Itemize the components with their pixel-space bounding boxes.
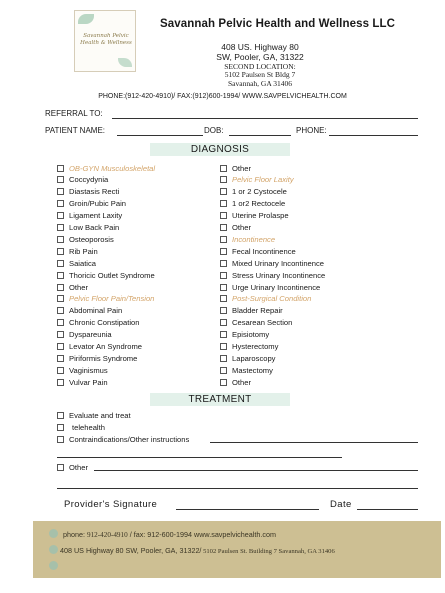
diagnosis-label: Pelvic Floor Pain/Tension	[69, 294, 155, 304]
diagnosis-label: Cesarean Section	[232, 318, 293, 328]
diagnosis-option[interactable]	[57, 377, 108, 387]
checkbox[interactable]	[57, 272, 64, 279]
diagnosis-category[interactable]	[220, 175, 294, 185]
diagnosis-category[interactable]	[57, 294, 154, 304]
checkbox[interactable]	[220, 284, 227, 291]
diagnosis-option[interactable]	[220, 330, 269, 340]
checkbox[interactable]	[57, 200, 64, 207]
diagnosis-label: Piriformis Syndrome	[69, 353, 138, 363]
checkbox[interactable]	[220, 248, 227, 255]
diagnosis-option[interactable]	[220, 306, 283, 316]
diagnosis-label: Laparoscopy	[232, 353, 276, 363]
diagnosis-option[interactable]	[57, 365, 108, 375]
phone-label: PHONE:	[296, 126, 327, 135]
diagnosis-option[interactable]	[57, 234, 114, 244]
provider-signature-label: Provider's Signature	[64, 499, 158, 510]
checkbox[interactable]	[57, 343, 64, 350]
checkbox[interactable]	[57, 319, 64, 326]
checkbox[interactable]	[220, 331, 227, 338]
referral-input[interactable]	[112, 118, 418, 119]
diagnosis-option[interactable]	[220, 223, 251, 233]
web-icon	[49, 561, 58, 570]
second-location-label: SECOND LOCATION:	[224, 62, 296, 71]
diagnosis-option[interactable]	[220, 365, 273, 375]
patient-name-input[interactable]	[117, 135, 203, 136]
diagnosis-option[interactable]	[220, 246, 296, 256]
phone-icon	[49, 529, 58, 538]
checkbox[interactable]	[57, 379, 64, 386]
diagnosis-option[interactable]	[220, 187, 287, 197]
checkbox[interactable]	[57, 248, 64, 255]
diagnosis-label: Mixed Urinary Incontinence	[232, 258, 325, 268]
location-icon	[49, 545, 58, 554]
dob-label: DOB:	[204, 126, 224, 135]
diagnosis-option[interactable]	[57, 282, 88, 292]
diagnosis-label: Levator An Syndrome	[69, 342, 143, 351]
treatment-heading: TREATMENT	[150, 393, 290, 406]
checkbox[interactable]	[220, 212, 227, 219]
logo-text: Savannah Pelvic Health & Wellness	[80, 33, 132, 46]
checkbox[interactable]	[57, 236, 64, 243]
diagnosis-option[interactable]	[220, 270, 325, 280]
diagnosis-heading: DIAGNOSIS	[150, 143, 290, 156]
other-input[interactable]	[94, 470, 418, 471]
diagnosis-label: Uterine Prolaspe	[232, 211, 289, 221]
checkbox[interactable]	[57, 224, 64, 231]
checkbox[interactable]	[220, 343, 227, 350]
phone-input[interactable]	[329, 135, 418, 136]
diagnosis-option[interactable]	[57, 175, 108, 185]
checkbox[interactable]	[220, 272, 227, 279]
diagnosis-label: 1 or 2 Cystocele	[232, 187, 287, 197]
diagnosis-label: Post-Surgical Condition	[232, 294, 312, 304]
diagnosis-option[interactable]	[220, 282, 320, 292]
diagnosis-option[interactable]	[220, 163, 251, 173]
diagnosis-label: Thoricic Outlet Syndrome	[69, 270, 155, 280]
diagnosis-option[interactable]	[220, 377, 251, 387]
instructions-input-line2[interactable]	[57, 457, 342, 458]
diagnosis-label: Ligament Laxity	[69, 211, 123, 221]
diagnosis-label: Vulvar Pain	[69, 377, 108, 387]
address-line: 408 US. Highway 80	[221, 42, 299, 52]
diagnosis-label: Osteoporosis	[69, 234, 114, 244]
checkbox[interactable]	[220, 307, 227, 314]
checkbox[interactable]	[57, 355, 64, 362]
diagnosis-option[interactable]	[57, 318, 140, 328]
diagnosis-option[interactable]	[220, 211, 289, 221]
checkbox[interactable]	[57, 284, 64, 291]
checkbox[interactable]	[57, 260, 64, 267]
practice-name: Savannah Pelvic Health and Wellness LLC	[160, 18, 396, 30]
diagnosis-label: Urge Urinary Incontinence	[232, 282, 321, 292]
checkbox[interactable]	[220, 224, 227, 231]
checkbox[interactable]	[57, 412, 64, 419]
footer-addresses	[60, 546, 335, 555]
date-input[interactable]	[357, 509, 418, 510]
checkbox[interactable]	[57, 424, 64, 431]
diagnosis-label: Stress Urinary Incontinence	[232, 270, 326, 280]
diagnosis-option[interactable]	[220, 353, 275, 363]
diagnosis-option[interactable]	[57, 270, 155, 280]
diagnosis-label: Other	[232, 377, 251, 387]
diagnosis-option[interactable]	[57, 199, 126, 209]
checkbox[interactable]	[220, 165, 227, 172]
contact-line: PHONE:(912-420-4910)/ FAX:(912)600-1994/ WWW.SAVPELVICHEALTH.COM	[98, 93, 347, 100]
diagnosis-option[interactable]	[57, 353, 137, 363]
checkbox[interactable]	[57, 331, 64, 338]
diagnosis-label: Diastasis Recti	[69, 187, 120, 197]
leaf-decoration	[118, 58, 132, 67]
diagnosis-label: 1 or2 Rectocele	[232, 199, 286, 209]
checkbox[interactable]	[57, 295, 64, 302]
diagnosis-label: Dyspareunia	[69, 330, 112, 340]
treatment-label: Contraindications/Other instructions	[69, 434, 190, 444]
leaf-decoration	[78, 14, 94, 24]
dob-input[interactable]	[229, 135, 291, 136]
diagnosis-category[interactable]	[220, 294, 311, 304]
checkbox[interactable]	[220, 200, 227, 207]
checkbox[interactable]	[57, 165, 64, 172]
diagnosis-option[interactable]	[57, 342, 142, 352]
footer-band	[33, 521, 441, 578]
diagnosis-label: Abdominal Pain	[69, 306, 123, 316]
diagnosis-label: Low Back Pain	[69, 223, 120, 232]
checkbox[interactable]	[220, 260, 227, 267]
diagnosis-label: Other	[232, 223, 251, 232]
diagnosis-option[interactable]	[57, 223, 119, 233]
footer-contact	[63, 530, 276, 539]
diagnosis-label: Episiotomy	[232, 330, 270, 340]
treatment-label: Evaluate and treat	[69, 410, 131, 420]
address-line: 5102 Paulsen St Bldg 7	[224, 70, 296, 79]
diagnosis-option[interactable]	[57, 211, 122, 221]
treatment-label: telehealth	[72, 422, 105, 432]
checkbox[interactable]	[57, 464, 64, 471]
checkbox[interactable]	[220, 295, 227, 302]
diagnosis-label: Groin/Pubic Pain	[69, 199, 126, 209]
checkbox[interactable]	[57, 188, 64, 195]
checkbox[interactable]	[57, 307, 64, 314]
checkbox[interactable]	[220, 367, 227, 374]
footer-address-1: 408 US Highway 80 SW, Pooler, GA, 31322/	[60, 546, 202, 555]
diagnosis-label: Bladder Repair	[232, 306, 283, 316]
checkbox[interactable]	[57, 436, 64, 443]
checkbox[interactable]	[220, 355, 227, 362]
instructions-input[interactable]	[210, 442, 418, 443]
diagnosis-option[interactable]	[220, 258, 324, 268]
diagnosis-option[interactable]	[220, 342, 278, 352]
checkbox[interactable]	[220, 379, 227, 386]
diagnosis-label: Rib Pain	[69, 246, 98, 256]
diagnosis-label: Pelvic Floor Laxity	[232, 175, 294, 185]
footer-phone-prefix: phone:	[63, 530, 87, 539]
diagnosis-option[interactable]	[57, 330, 112, 340]
checkbox[interactable]	[220, 176, 227, 183]
diagnosis-option[interactable]	[57, 246, 98, 256]
checkbox[interactable]	[220, 236, 227, 243]
checkbox[interactable]	[57, 212, 64, 219]
address-line: SW, Pooler, GA, 31322	[216, 52, 304, 62]
diagnosis-category[interactable]	[57, 163, 155, 173]
diagnosis-label: Vaginismus	[69, 365, 108, 375]
footer-fax-web: / fax: 912-600-1994 www.savpelvichealth.com	[127, 530, 276, 539]
diagnosis-label: Mastectomy	[232, 365, 273, 375]
treatment-option[interactable]	[57, 422, 105, 432]
diagnosis-label: Fecal Incontinence	[232, 246, 296, 256]
referral-label: REFERRAL TO:	[45, 109, 103, 118]
patient-name-label: PATIENT NAME:	[45, 126, 106, 135]
diagnosis-option[interactable]	[57, 258, 96, 268]
diagnosis-category[interactable]	[220, 234, 275, 244]
checkbox[interactable]	[57, 367, 64, 374]
diagnosis-label: Saiatica	[69, 258, 97, 268]
diagnosis-option[interactable]	[220, 199, 285, 209]
diagnosis-label: Incontinence	[232, 234, 276, 244]
divider-line	[57, 488, 418, 489]
diagnosis-label: Hysterectomy	[232, 342, 279, 351]
treatment-option[interactable]	[57, 434, 189, 444]
signature-input[interactable]	[176, 509, 319, 510]
diagnosis-option[interactable]	[220, 318, 292, 328]
diagnosis-option[interactable]	[57, 187, 119, 197]
diagnosis-label: Other	[232, 163, 251, 173]
footer-phone: 912-420-4910	[86, 531, 128, 539]
diagnosis-label: Chronic Constipation	[69, 318, 140, 328]
practice-logo	[74, 10, 136, 72]
address-line: Savannah, GA 31406	[228, 79, 292, 88]
checkbox[interactable]	[57, 176, 64, 183]
diagnosis-label: Coccydynia	[69, 175, 109, 185]
treatment-option[interactable]	[57, 462, 88, 472]
diagnosis-option[interactable]	[57, 306, 122, 316]
checkbox[interactable]	[220, 319, 227, 326]
checkbox[interactable]	[220, 188, 227, 195]
diagnosis-label: OB-GYN Musculoskeletal	[69, 163, 156, 173]
treatment-option[interactable]	[57, 410, 131, 420]
date-label: Date	[330, 499, 352, 510]
diagnosis-label: Other	[69, 282, 88, 292]
treatment-label: Other	[69, 462, 88, 472]
footer-address-2: 5102 Paulsen St. Building 7 Savannah, GA 31406	[201, 548, 335, 555]
